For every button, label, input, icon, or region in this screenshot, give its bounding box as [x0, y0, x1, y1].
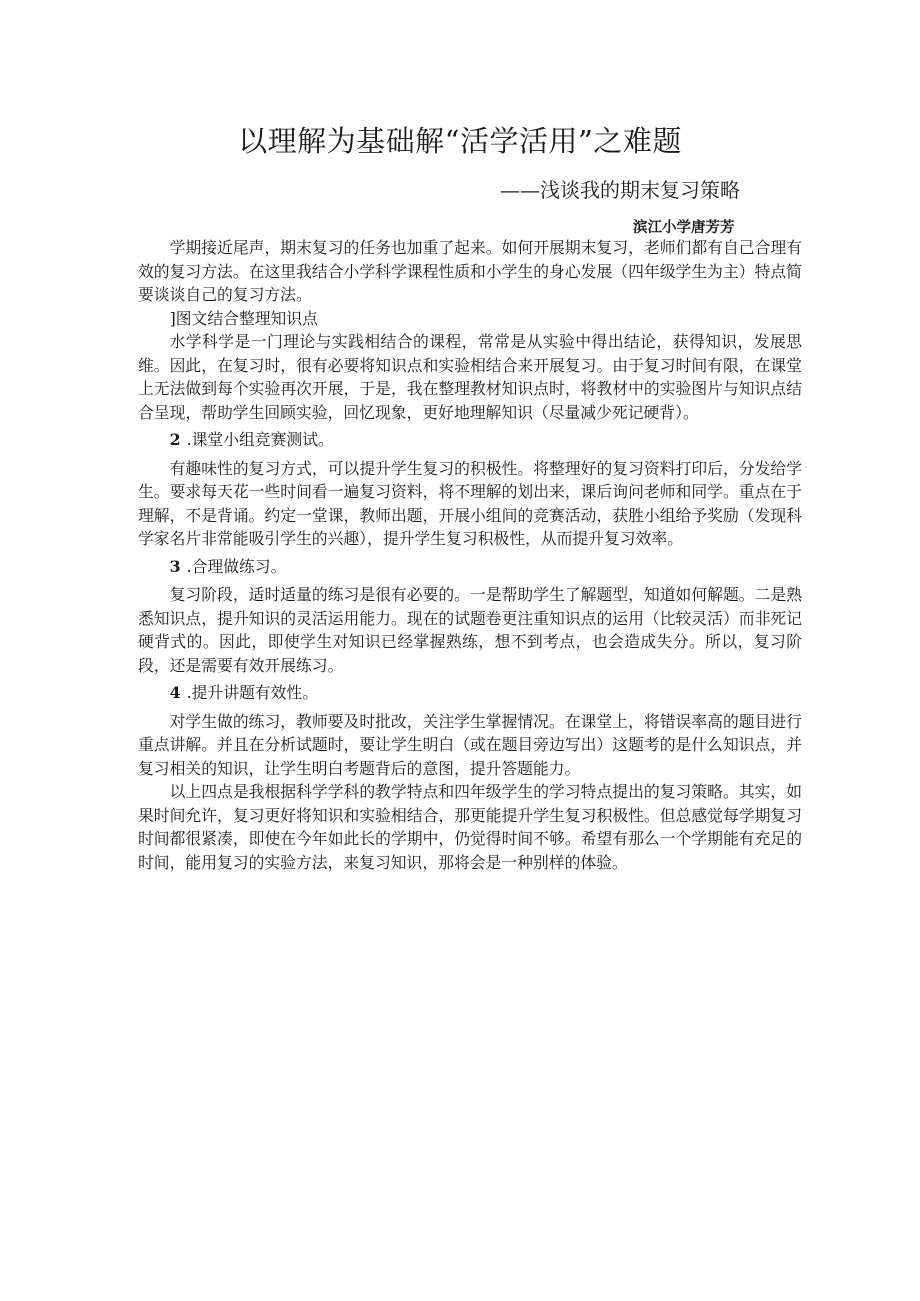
- section-heading-text: ]图文结合整理知识点: [169, 308, 318, 328]
- section-heading-4: [138, 681, 802, 705]
- document-author: 滨江小学唐芳芳: [633, 220, 735, 236]
- document-body: [138, 236, 802, 874]
- section-number: 2: [169, 430, 181, 449]
- section-heading-2: [138, 428, 802, 452]
- section-paragraph-2: 有趣味性的复习方式，可以提升学生复习的积极性。将整理好的复习资料打印后，分发给学生。要求每天花一些时间看一遍复习资料，将不理解的划出来，课后询问老师和同学。重点在于理解，不是背诵。约定一堂课，教师出题，开展小组间的竞赛活动，获胜小组给予奖励（发现科学家名片非常能吸引学生的兴趣），提升学生复习积极性，从而提升复习效率。: [138, 458, 802, 548]
- section-heading-text: .提升讲题有效性。: [186, 683, 318, 702]
- conclusion-paragraph: 以上四点是我根据科学学科的教学特点和四年级学生的学习特点提出的复习策略。其实，如果时间允许，复习更好将知识和实验相结合，那更能提升学生复习积极性。但总感觉每学期复习时间都很紧凑，即使在今年如此长的学期中，仍觉得时间不够。希望有那么一个学期能有充足的时间，能用复习的实验方法，来复习知识，那将会是一种别样的体验。: [138, 782, 802, 872]
- section-heading-text: .课堂小组竞赛测试。: [186, 430, 334, 449]
- section-number: 4: [169, 683, 181, 702]
- section-heading-3: [138, 555, 802, 579]
- intro-paragraph: 学期接近尾声，期末复习的任务也加重了起来。如何开展期末复习，老师们都有自己合理有效的复习方法。在这里我结合小学科学课程性质和小学生的身心发展（四年级学生为主）特点简要谈谈自己的复习方法。: [138, 238, 802, 304]
- section-heading-text: .合理做练习。: [186, 556, 287, 576]
- section-paragraph-3: 复习阶段，适时适量的练习是很有必要的。一是帮助学生了解题型，知道如何解题。二是熟悉知识点，提升知识的灵活运用能力。现在的试题卷更注重知识点的运用（比较灵活）而非死记硬背式的。因此，即使学生对知识已经掌握熟练，想不到考点，也会造成失分。所以，复习阶段，还是需要有效开展练习。: [138, 585, 802, 675]
- section-paragraph-1: 水学科学是一门理论与实践相结合的课程，常常是从实验中得出结论，获得知识，发展思维。因此，在复习时，很有必要将知识点和实验相结合来开展复习。由于复习时间有限，在课堂上无法做到每个实验再次开展，于是，我在整理教材知识点时，将教材中的实验图片与知识点结合呈现，帮助学生回顾实验，回忆现象，更好地理解知识（尽量减少死记硬背）。: [138, 332, 802, 422]
- document-title: 以理解为基础解“活学活用”之难题: [238, 124, 682, 158]
- document-subtitle: ——浅谈我的期末复习策略: [500, 178, 740, 202]
- section-heading-1: [138, 307, 802, 331]
- section-number: 3: [169, 556, 181, 576]
- section-paragraph-4: 对学生做的练习，教师要及时批改，关注学生掌握情况。在课堂上，将错误率高的题目进行重点讲解。并且在分析试题时，要让学生明白（或在题目旁边写出）这题考的是什么知识点，并复习相关的知识，让学生明白考题背后的意图，提升答题能力。: [138, 711, 802, 778]
